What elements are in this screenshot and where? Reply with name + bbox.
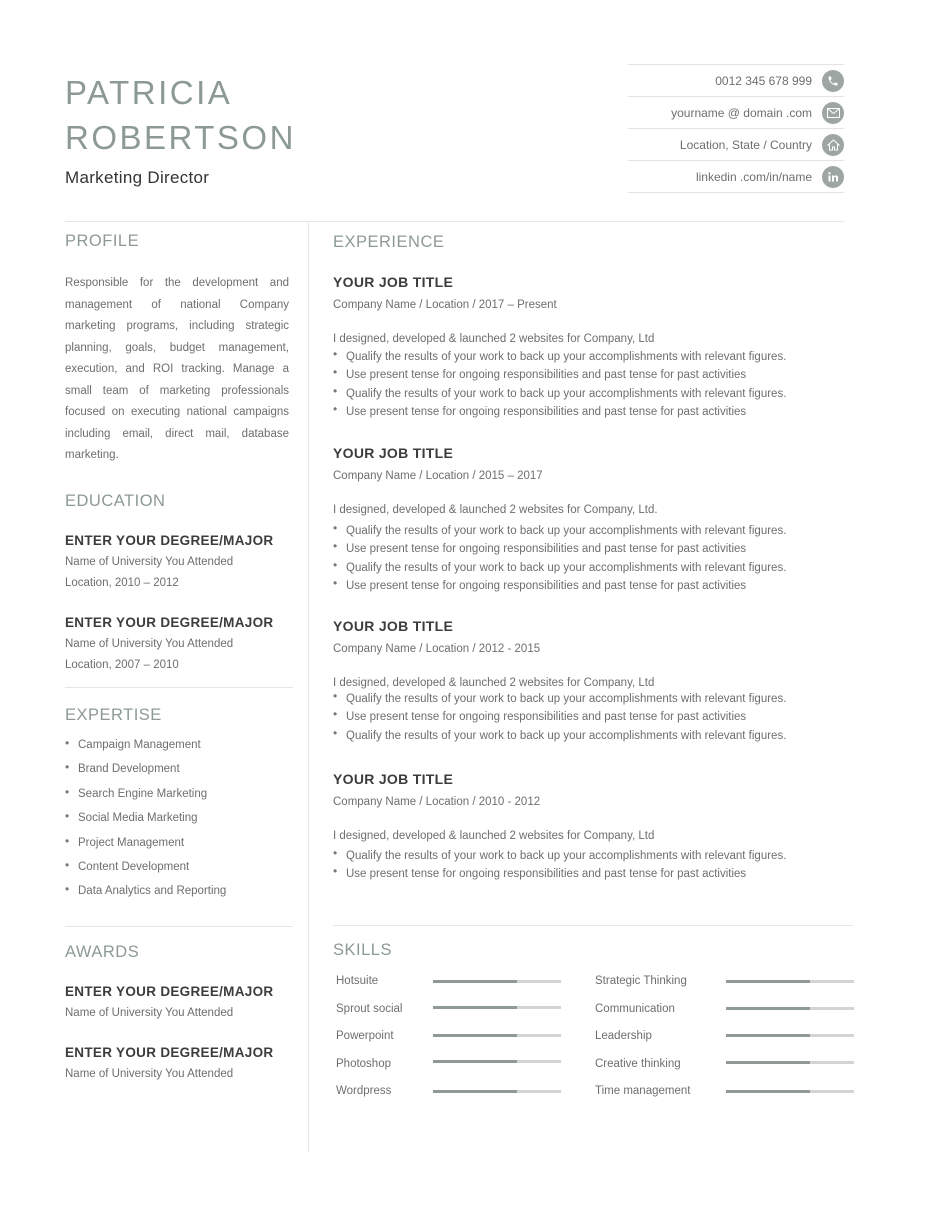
job-description: I designed, developed & launched 2 websites for Company, Ltd <box>333 830 655 842</box>
first-name: PATRICIA <box>65 74 233 111</box>
skill-name: Strategic Thinking <box>595 975 687 987</box>
skill-bar <box>726 1007 854 1010</box>
contact-location-text: Location, State / Country <box>679 137 812 152</box>
skill-bar-fill <box>726 1034 810 1037</box>
skill-name: Powerpoint <box>336 1030 394 1042</box>
skill-bar-fill <box>726 980 810 983</box>
contact-location <box>628 128 844 160</box>
job-entry <box>333 618 843 748</box>
expertise-item: • Project Management <box>65 837 226 861</box>
skill-name: Leadership <box>595 1030 652 1042</box>
job-bullets <box>333 850 843 887</box>
job-entry <box>333 274 843 424</box>
skill-bar <box>433 980 561 983</box>
job-entry <box>333 771 843 887</box>
skill-bar <box>433 1060 561 1063</box>
job-role: Marketing Director <box>65 168 210 187</box>
education-item <box>65 615 300 676</box>
expertise-item: • Campaign Management <box>65 739 226 763</box>
contact-linkedin <box>628 160 844 193</box>
skill-name: Wordpress <box>336 1085 392 1097</box>
education-degree: ENTER YOUR DEGREE/MAJOR <box>65 615 274 630</box>
contact-phone-text: 0012 345 678 999 <box>715 73 812 88</box>
expertise-item: • Brand Development <box>65 763 226 787</box>
contact-email-text: yourname @ domain .com <box>671 105 812 120</box>
job-company: Company Name / Location / 2012 - 2015 <box>333 643 541 655</box>
skill-name: Sprout social <box>336 1003 403 1015</box>
job-bullets <box>333 693 843 748</box>
skill-bar <box>726 1061 854 1064</box>
expertise-item: • Social Media Marketing <box>65 812 226 836</box>
phone-icon <box>822 70 844 92</box>
job-company: Company Name / Location / 2010 - 2012 <box>333 796 541 808</box>
expertise-item: • Search Engine Marketing <box>65 788 226 812</box>
award-school: Name of University You Attended <box>65 1007 234 1019</box>
education-degree: ENTER YOUR DEGREE/MAJOR <box>65 533 274 548</box>
job-bullet: • Qualify the results of your work to back up your accomplishments with relevant figures. <box>333 525 843 543</box>
section-divider <box>65 926 293 927</box>
skill-bar <box>433 1034 561 1037</box>
skill-bar <box>726 1090 854 1093</box>
job-bullet: • Use present tense for ongoing responsibilities and past tense for past activities <box>333 868 843 886</box>
skill-bar-fill <box>726 1061 810 1064</box>
skill-bar-fill <box>726 1090 810 1093</box>
job-title: YOUR JOB TITLE <box>333 771 454 787</box>
job-bullet: • Use present tense for ongoing responsibilities and past tense for past activities <box>333 406 843 424</box>
profile-heading: PROFILE <box>65 232 140 250</box>
contact-email <box>628 96 844 128</box>
skill-name: Hotsuite <box>336 975 379 987</box>
job-bullet: • Qualify the results of your work to back up your accomplishments with relevant figures. <box>333 562 843 580</box>
skill-bar <box>726 1034 854 1037</box>
profile-text: Responsible for the development and management of national Company marketing programs, including strategic planning, goals, budget management, execution, and ROI tracking. Manage a small team of marketing professionals focused on executing national campaigns including email, direct mail, database marketing. <box>65 277 289 461</box>
section-divider <box>65 687 293 688</box>
awards-heading: AWARDS <box>65 943 140 961</box>
job-company: Company Name / Location / 2015 – 2017 <box>333 470 543 482</box>
column-divider <box>308 222 309 1152</box>
job-title: YOUR JOB TITLE <box>333 618 454 634</box>
header-divider <box>65 221 844 222</box>
skill-bar-fill <box>433 1090 517 1093</box>
skill-name: Communication <box>595 1003 675 1015</box>
skill-name: Photoshop <box>336 1058 391 1070</box>
job-bullet: • Qualify the results of your work to back up your accomplishments with relevant figures. <box>333 850 843 868</box>
expertise-item: • Content Development <box>65 861 226 885</box>
job-company: Company Name / Location / 2017 – Present <box>333 299 557 311</box>
award-title: ENTER YOUR DEGREE/MAJOR <box>65 984 274 999</box>
education-item <box>65 533 300 594</box>
education-meta: Location, 2007 – 2010 <box>65 659 179 671</box>
job-bullet: • Use present tense for ongoing responsibilities and past tense for past activities <box>333 580 843 598</box>
skill-name: Creative thinking <box>595 1058 681 1070</box>
job-bullet: • Use present tense for ongoing responsibilities and past tense for past activities <box>333 711 843 729</box>
job-bullet: • Use present tense for ongoing responsibilities and past tense for past activities <box>333 369 843 387</box>
expertise-item: • Data Analytics and Reporting <box>65 885 226 909</box>
award-item <box>65 984 300 1024</box>
job-description: I designed, developed & launched 2 websites for Company, Ltd <box>333 333 655 345</box>
contact-phone <box>628 64 844 96</box>
skills-divider <box>333 925 853 926</box>
email-icon <box>822 102 844 124</box>
expertise-heading: EXPERTISE <box>65 706 162 724</box>
job-bullets <box>333 525 843 598</box>
contact-block <box>628 64 844 193</box>
job-bullet: • Use present tense for ongoing responsibilities and past tense for past activities <box>333 543 843 561</box>
skill-name: Time management <box>595 1085 691 1097</box>
job-title: YOUR JOB TITLE <box>333 274 454 290</box>
job-description: I designed, developed & launched 2 websites for Company, Ltd. <box>333 504 658 516</box>
last-name: ROBERTSON <box>65 119 296 156</box>
job-title: YOUR JOB TITLE <box>333 445 454 461</box>
skill-bar-fill <box>433 1034 517 1037</box>
home-icon <box>822 134 844 156</box>
skill-bar-fill <box>433 980 517 983</box>
job-bullets <box>333 351 843 424</box>
education-heading: EDUCATION <box>65 492 166 510</box>
skill-bar-fill <box>726 1007 810 1010</box>
linkedin-icon <box>822 166 844 188</box>
job-bullet: • Qualify the results of your work to back up your accomplishments with relevant figures. <box>333 388 843 406</box>
expertise-list <box>65 739 226 910</box>
skill-bar <box>726 980 854 983</box>
education-meta: Location, 2010 – 2012 <box>65 577 179 589</box>
candidate-name <box>65 70 296 160</box>
job-entry <box>333 445 843 598</box>
education-school: Name of University You Attended <box>65 556 234 568</box>
skill-bar <box>433 1090 561 1093</box>
job-description: I designed, developed & launched 2 websites for Company, Ltd <box>333 677 655 689</box>
experience-heading: EXPERIENCE <box>333 233 445 251</box>
skill-bar-fill <box>433 1006 517 1009</box>
award-school: Name of University You Attended <box>65 1068 234 1080</box>
award-title: ENTER YOUR DEGREE/MAJOR <box>65 1045 274 1060</box>
job-bullet: • Qualify the results of your work to back up your accomplishments with relevant figures. <box>333 693 843 711</box>
contact-linkedin-text: linkedin .com/in/name <box>695 169 812 184</box>
skills-heading: SKILLS <box>333 941 392 959</box>
award-item <box>65 1045 300 1085</box>
job-bullet: • Qualify the results of your work to back up your accomplishments with relevant figures. <box>333 730 843 748</box>
skill-bar <box>433 1006 561 1009</box>
skill-bar-fill <box>433 1060 517 1063</box>
education-school: Name of University You Attended <box>65 638 234 650</box>
job-bullet: • Qualify the results of your work to back up your accomplishments with relevant figures. <box>333 351 843 369</box>
